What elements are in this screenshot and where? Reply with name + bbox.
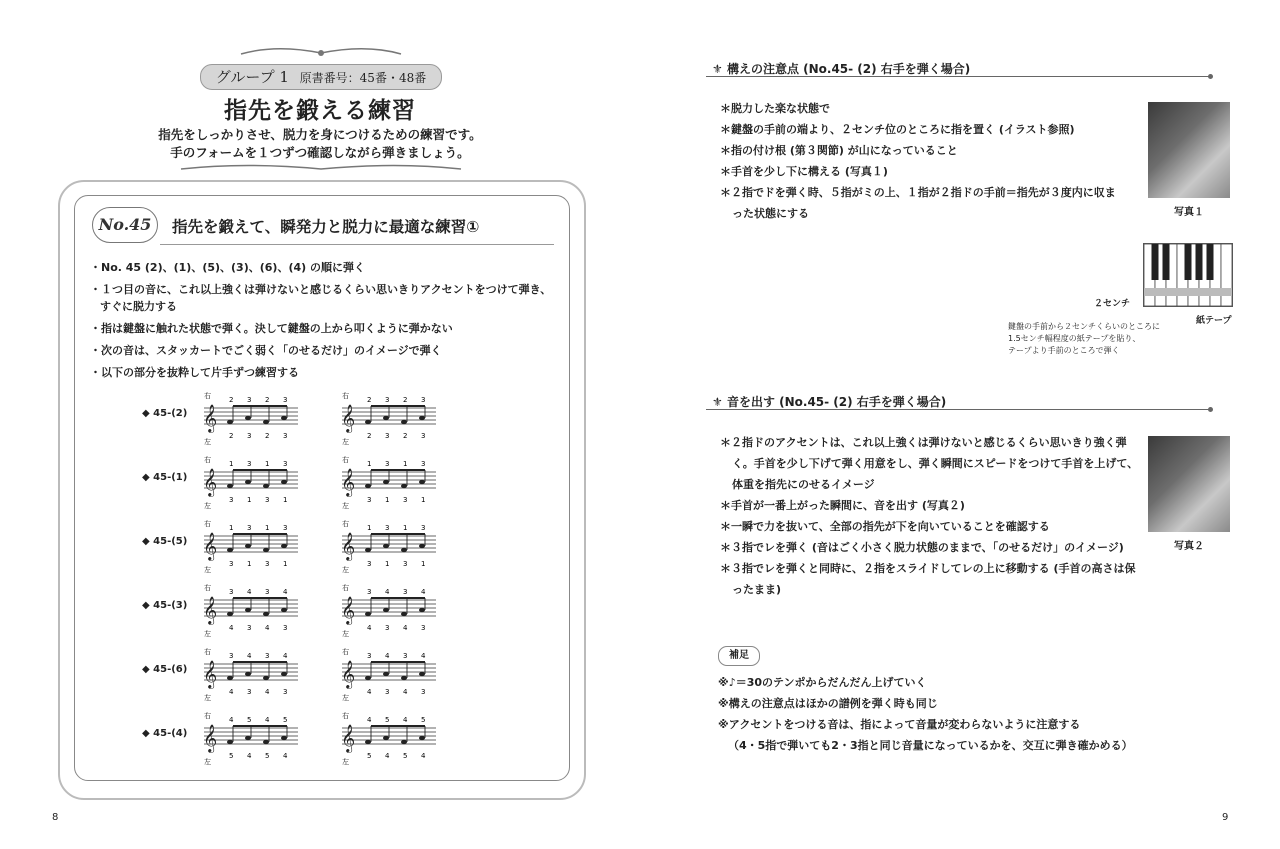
note-head (419, 736, 425, 740)
finger-number-top: 4 (385, 588, 390, 596)
note-head (383, 672, 389, 676)
note-head (263, 420, 269, 424)
finger-number-bottom: 3 (283, 688, 288, 696)
treble-clef-icon: 𝄞 (341, 404, 356, 432)
note-head (227, 740, 233, 744)
sound-item: ＊３指でレを弾くと同時に、２指をスライドしてレの上に移動する (手首の高さは保ったまま) (720, 562, 1136, 596)
finger-number-top: 2 (265, 396, 270, 404)
note-head (245, 480, 251, 484)
note-head (365, 676, 371, 680)
finger-number-top: 1 (367, 460, 372, 468)
section-heading-sound: ⚜ 音を出す (No.45- (2) 右手を弾く場合) (712, 395, 947, 409)
finger-number-bottom: 4 (229, 624, 234, 632)
sound-item: ＊手首が一番上がった瞬間に、音を出す (写真２) (720, 499, 965, 512)
finger-number-top: 3 (229, 588, 234, 596)
note-head (419, 544, 425, 548)
finger-number-top: 3 (283, 396, 288, 404)
supplement-badge: 補足 (718, 646, 760, 666)
note-head (365, 740, 371, 744)
treble-clef-icon: 𝄞 (203, 404, 218, 432)
finger-number-top: 3 (247, 460, 252, 468)
finger-number-bottom: 5 (367, 752, 372, 760)
note-head (383, 544, 389, 548)
finger-number-top: 5 (283, 716, 288, 724)
finger-number-top: 1 (229, 524, 234, 532)
finger-number-bottom: 3 (421, 432, 426, 440)
finger-number-bottom: 1 (421, 496, 426, 504)
finger-number-top: 4 (247, 588, 252, 596)
finger-number-bottom: 3 (385, 624, 390, 632)
finger-number-top: 3 (283, 460, 288, 468)
treble-clef-icon: 𝄞 (341, 660, 356, 688)
finger-number-bottom: 3 (403, 496, 408, 504)
finger-number-bottom: 3 (229, 560, 234, 568)
finger-number-bottom: 4 (367, 624, 372, 632)
finger-number-bottom: 4 (283, 752, 288, 760)
finger-number-top: 5 (421, 716, 426, 724)
finger-number-bottom: 5 (265, 752, 270, 760)
finger-number-bottom: 1 (283, 496, 288, 504)
page-title: 指先を鍛える練習 (224, 97, 416, 124)
excerpt-label: ◆ 45-(6) (142, 664, 188, 675)
note-head (383, 480, 389, 484)
intro-line-1: 指先をしっかりさせ、脱力を身につけるための練習です。 (158, 127, 482, 142)
finger-number-top: 3 (385, 396, 390, 404)
posture-item: ＊脱力した楽な状態で (720, 102, 830, 115)
note-head (281, 736, 287, 740)
title-rule (160, 244, 554, 245)
finger-number-bottom: 1 (421, 560, 426, 568)
finger-number-bottom: 3 (247, 432, 252, 440)
finger-number-top: 4 (265, 716, 270, 724)
diagram-note: 鍵盤の手前から２センチくらいのところに 1.5センチ幅程度の紙テープを貼り、 テープより手前のところで弾く (1008, 322, 1160, 355)
hand-left-mark: 左 (342, 630, 349, 638)
note-head (401, 420, 407, 424)
note-head (419, 672, 425, 676)
keyboard-diagram (1143, 243, 1233, 307)
finger-number-bottom: 1 (247, 496, 252, 504)
finger-number-bottom: 1 (247, 560, 252, 568)
hand-right-mark: 右 (204, 392, 211, 400)
treble-clef-icon: 𝄞 (341, 532, 356, 560)
hand-left-mark: 左 (342, 566, 349, 574)
note-head (227, 484, 233, 488)
hand-right-mark: 右 (342, 392, 349, 400)
sound-item: ＊３指でレを弾く (音はごく小さく脱力状態のままで、「のせるだけ」のイメージ) (720, 541, 1124, 554)
finger-number-top: 4 (247, 652, 252, 660)
excerpt-label: ◆ 45-(2) (142, 408, 188, 419)
note-head (383, 736, 389, 740)
finger-number-bottom: 1 (385, 496, 390, 504)
hand-left-mark: 左 (204, 630, 211, 638)
finger-number-bottom: 3 (403, 560, 408, 568)
group-label: グループ 1 (215, 68, 289, 86)
finger-number-bottom: 4 (265, 688, 270, 696)
music-staff (200, 644, 300, 704)
note-head (365, 420, 371, 424)
note-head (227, 612, 233, 616)
excerpt-label: ◆ 45-(4) (142, 728, 188, 739)
hand-right-mark: 右 (342, 648, 349, 656)
finger-number-bottom: 3 (229, 496, 234, 504)
finger-number-top: 2 (367, 396, 372, 404)
note-head (245, 672, 251, 676)
section-rule (706, 409, 1210, 410)
note-head (383, 416, 389, 420)
instruction-list (90, 259, 560, 386)
note-head (401, 548, 407, 552)
black-key (1163, 244, 1170, 280)
finger-number-bottom: 4 (367, 688, 372, 696)
note-item: （4・5指で弾いても2・3指と同じ音量になっているかを、交互に弾き確かめる） (728, 739, 1133, 752)
note-item: ※♪＝30のテンポからだんだん上げていく (718, 676, 927, 689)
note-head (419, 416, 425, 420)
intro-text (150, 126, 490, 162)
top-ornament (236, 44, 406, 62)
treble-clef-icon: 𝄞 (203, 660, 218, 688)
finger-number-top: 3 (247, 524, 252, 532)
treble-clef-icon: 𝄞 (203, 468, 218, 496)
finger-number-bottom: 3 (421, 688, 426, 696)
finger-number-top: 1 (403, 460, 408, 468)
group-banner (200, 64, 442, 90)
posture-list (720, 98, 1120, 224)
music-staff (200, 452, 300, 512)
hand-left-mark: 左 (342, 694, 349, 702)
treble-clef-icon: 𝄞 (203, 532, 218, 560)
finger-number-top: 4 (385, 652, 390, 660)
note-item: ※アクセントをつける音は、指によって音量が変わらないように注意する (718, 718, 1081, 731)
finger-number-top: 1 (403, 524, 408, 532)
note-head (401, 676, 407, 680)
finger-number-bottom: 4 (265, 624, 270, 632)
finger-number-bottom: 5 (403, 752, 408, 760)
finger-number-bottom: 3 (421, 624, 426, 632)
music-staff (338, 580, 438, 640)
finger-number-bottom: 1 (283, 560, 288, 568)
finger-number-top: 4 (367, 716, 372, 724)
section-heading-posture: ⚜ 構えの注意点 (No.45- (2) 右手を弾く場合) (712, 62, 971, 76)
hand-left-mark: 左 (204, 758, 211, 766)
note-head (227, 548, 233, 552)
finger-number-bottom: 4 (421, 752, 426, 760)
exercise-badge: No.45 (92, 207, 158, 243)
exercise-title: 指先を鍛えて、瞬発力と脱力に最適な練習① (172, 218, 480, 236)
black-key (1185, 244, 1192, 280)
finger-number-top: 1 (229, 460, 234, 468)
music-staff (200, 516, 300, 576)
sound-item: ＊２指ドのアクセントは、これ以上強くは弾けないと感じるくらい思いきり強く弾く。手首を少し下げて弾く用意をし、弾く瞬間にスピードをつけて手首を上げて、体重を指先にのせるイメージ (720, 436, 1139, 491)
note-head (401, 740, 407, 744)
finger-number-bottom: 3 (385, 688, 390, 696)
finger-number-top: 3 (265, 588, 270, 596)
finger-number-top: 3 (265, 652, 270, 660)
note-head (263, 740, 269, 744)
black-key (1152, 244, 1159, 280)
note-head (383, 608, 389, 612)
finger-number-bottom: 3 (283, 432, 288, 440)
hand-right-mark: 右 (204, 648, 211, 656)
note-head (245, 608, 251, 612)
hand-right-mark: 右 (204, 456, 211, 464)
group-number: 原書番号：45番・48番 (299, 71, 427, 85)
finger-number-bottom: 2 (367, 432, 372, 440)
finger-number-bottom: 4 (403, 688, 408, 696)
music-staff (200, 580, 300, 640)
finger-number-top: 1 (265, 460, 270, 468)
finger-number-top: 4 (283, 588, 288, 596)
finger-number-bottom: 4 (247, 752, 252, 760)
finger-number-bottom: 3 (247, 624, 252, 632)
music-staff (338, 644, 438, 704)
finger-number-top: 3 (229, 652, 234, 660)
posture-item: ＊手首を少し下に構える (写真１) (720, 165, 888, 178)
hand-right-mark: 右 (204, 520, 211, 528)
bullet-5: ・以下の部分を抜粋して片手ずつ練習する (90, 366, 299, 379)
note-head (365, 548, 371, 552)
white-key (1221, 244, 1232, 306)
finger-number-top: 3 (385, 524, 390, 532)
note-head (263, 484, 269, 488)
finger-number-bottom: 2 (229, 432, 234, 440)
note-head (401, 612, 407, 616)
hand-left-mark: 左 (204, 438, 211, 446)
treble-clef-icon: 𝄞 (341, 724, 356, 752)
finger-number-top: 3 (403, 652, 408, 660)
finger-number-top: 2 (229, 396, 234, 404)
excerpt-label: ◆ 45-(3) (142, 600, 188, 611)
finger-number-bottom: 1 (385, 560, 390, 568)
finger-number-top: 4 (229, 716, 234, 724)
finger-number-bottom: 2 (265, 432, 270, 440)
excerpt-label: ◆ 45-(1) (142, 472, 188, 483)
hand-right-mark: 右 (342, 520, 349, 528)
hand-left-mark: 左 (342, 502, 349, 510)
note-head (365, 484, 371, 488)
bullet-3: ・指は鍵盤に触れた状態で弾く。決して鍵盤の上から叩くように弾かない (90, 322, 453, 335)
black-key (1196, 244, 1203, 280)
bullet-1: ・No. 45 (2)、(1)、(5)、(3)、(6)、(4) の順に弾く (90, 261, 365, 274)
excerpt-label: ◆ 45-(5) (142, 536, 188, 547)
finger-number-top: 3 (367, 652, 372, 660)
posture-item: ＊２指でドを弾く時、５指がミの上、１指が２指ドの手前＝指先が３度内に収まった状態にする (720, 186, 1116, 220)
finger-number-bottom: 3 (265, 496, 270, 504)
finger-number-top: 3 (403, 588, 408, 596)
section-rule (706, 76, 1210, 77)
finger-number-bottom: 3 (367, 560, 372, 568)
photo-1 (1148, 102, 1230, 198)
photo-2 (1148, 436, 1230, 532)
fleur-icon: ⚜ (712, 62, 727, 76)
note-head (281, 672, 287, 676)
note-head (263, 612, 269, 616)
note-head (281, 416, 287, 420)
finger-number-top: 4 (421, 652, 426, 660)
note-head (281, 544, 287, 548)
note-head (245, 416, 251, 420)
note-head (245, 544, 251, 548)
finger-number-bottom: 3 (265, 560, 270, 568)
supplement-notes (718, 672, 1133, 756)
finger-number-top: 3 (421, 460, 426, 468)
sound-list (720, 432, 1140, 600)
bullet-2: ・１つ目の音に、これ以上強くは弾けないと感じるくらい思いきりアクセントをつけて弾き、すぐに脱力する (90, 283, 552, 313)
hand-left-mark: 左 (204, 694, 211, 702)
treble-clef-icon: 𝄞 (341, 596, 356, 624)
note-head (365, 612, 371, 616)
note-head (227, 676, 233, 680)
photo-1-caption: 写真１ (1174, 207, 1204, 218)
finger-number-top: 4 (403, 716, 408, 724)
hand-left-mark: 左 (342, 758, 349, 766)
page-number-left: 8 (52, 812, 59, 823)
music-staff (200, 388, 300, 448)
finger-number-top: 4 (283, 652, 288, 660)
treble-clef-icon: 𝄞 (203, 596, 218, 624)
finger-number-bottom: 4 (385, 752, 390, 760)
black-key (1207, 244, 1214, 280)
finger-number-top: 5 (247, 716, 252, 724)
music-staff (338, 388, 438, 448)
finger-number-top: 3 (367, 588, 372, 596)
bottom-ornament (176, 162, 466, 176)
diagram-label-tape: 紙テープ (1196, 316, 1232, 326)
finger-number-top: 3 (421, 524, 426, 532)
diagram-label-2cm: ２センチ (1094, 299, 1131, 309)
note-head (227, 420, 233, 424)
note-head (263, 676, 269, 680)
note-head (245, 736, 251, 740)
fleur-icon: ⚜ (712, 395, 727, 409)
hand-right-mark: 右 (204, 712, 211, 720)
note-head (401, 484, 407, 488)
music-staff (338, 452, 438, 512)
hand-right-mark: 右 (204, 584, 211, 592)
finger-number-bottom: 4 (403, 624, 408, 632)
hand-right-mark: 右 (342, 712, 349, 720)
finger-number-top: 2 (403, 396, 408, 404)
finger-number-bottom: 3 (247, 688, 252, 696)
posture-item: ＊指の付け根 (第３関節) が山になっていること (720, 144, 958, 157)
note-item: ※構えの注意点はほかの譜例を弾く時も同じ (718, 697, 938, 710)
finger-number-bottom: 5 (229, 752, 234, 760)
music-staff (338, 516, 438, 576)
finger-number-top: 3 (247, 396, 252, 404)
finger-number-bottom: 2 (403, 432, 408, 440)
finger-number-top: 3 (385, 460, 390, 468)
hand-right-mark: 右 (342, 584, 349, 592)
finger-number-top: 1 (367, 524, 372, 532)
finger-number-top: 3 (283, 524, 288, 532)
intro-line-2: 手のフォームを１つずつ確認しながら弾きましょう。 (170, 145, 470, 160)
photo-2-caption: 写真２ (1174, 541, 1204, 552)
finger-number-bottom: 4 (229, 688, 234, 696)
finger-number-bottom: 3 (283, 624, 288, 632)
finger-number-top: 4 (421, 588, 426, 596)
finger-number-top: 5 (385, 716, 390, 724)
note-head (281, 608, 287, 612)
music-staff (338, 708, 438, 768)
hand-left-mark: 左 (204, 566, 211, 574)
note-head (263, 548, 269, 552)
finger-number-bottom: 3 (367, 496, 372, 504)
music-staff (200, 708, 300, 768)
hand-left-mark: 左 (204, 502, 211, 510)
sound-item: ＊一瞬で力を抜いて、全部の指先が下を向いていることを確認する (720, 520, 1050, 533)
treble-clef-icon: 𝄞 (341, 468, 356, 496)
note-head (281, 480, 287, 484)
page-number-right: 9 (1222, 812, 1229, 823)
note-head (419, 480, 425, 484)
treble-clef-icon: 𝄞 (203, 724, 218, 752)
posture-item: ＊鍵盤の手前の端より、２センチ位のところに指を置く (イラスト参照) (720, 123, 1075, 136)
note-head (419, 608, 425, 612)
hand-left-mark: 左 (342, 438, 349, 446)
finger-number-top: 1 (265, 524, 270, 532)
bullet-4: ・次の音は、スタッカートでごく弱く「のせるだけ」のイメージで弾く (90, 344, 442, 357)
hand-right-mark: 右 (342, 456, 349, 464)
finger-number-bottom: 3 (385, 432, 390, 440)
finger-number-top: 3 (421, 396, 426, 404)
